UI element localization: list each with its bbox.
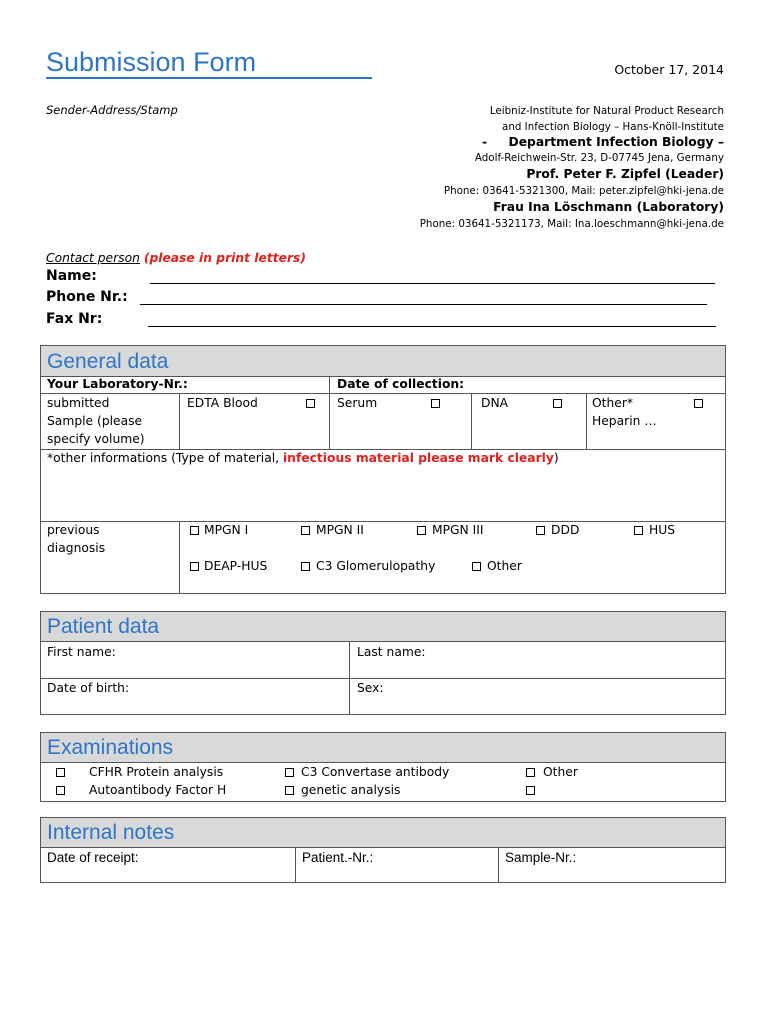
examinations-heading: Examinations (41, 733, 725, 763)
exam-genetic-analysis: genetic analysis (301, 783, 401, 797)
infectious-warning: infectious material please mark clearly (282, 451, 554, 465)
sample-label-line-3: specify volume) (47, 432, 145, 446)
sender-address-label: Sender-Address/Stamp (46, 103, 178, 117)
divider (41, 521, 725, 522)
diagnosis-hus: HUS (649, 523, 676, 537)
option-other: Other* (592, 396, 634, 410)
divider (41, 449, 725, 450)
ddd-checkbox[interactable] (536, 526, 545, 535)
institute-line-1: Leibniz-Institute for Natural Product Research (489, 105, 724, 117)
fax-input-line[interactable] (148, 326, 716, 327)
divider (329, 377, 330, 449)
sample-label-line-1: submitted (47, 396, 110, 410)
deap-hus-checkbox[interactable] (190, 562, 199, 571)
name-input-line[interactable] (150, 283, 715, 284)
sex-label[interactable]: Sex: (357, 681, 384, 695)
diagnosis-deap-hus: DEAP-HUS (204, 559, 268, 573)
date-of-birth-label[interactable]: Date of birth: (47, 681, 130, 695)
divider (41, 393, 725, 394)
diagnosis-other: Other (487, 559, 522, 573)
mpgn-3-checkbox[interactable] (417, 526, 426, 535)
patient-nr-label[interactable]: Patient.-Nr.: (302, 850, 374, 865)
diagnosis-label-line-2: diagnosis (47, 541, 106, 555)
divider (179, 393, 180, 449)
exam-c3-convertase: C3 Convertase antibody (301, 765, 450, 779)
phone-input-line[interactable] (140, 304, 707, 305)
other-information-field[interactable] (45, 468, 721, 518)
diagnosis-ddd: DDD (551, 523, 580, 537)
institute-address: Adolf-Reichwein-Str. 23, D-07745 Jena, Germany (474, 152, 724, 164)
institute-line-2: and Infection Biology – Hans-Knöll-Institute (502, 121, 724, 133)
exam-cfhr-protein: CFHR Protein analysis (89, 765, 224, 779)
option-heparin: Heparin … (592, 414, 657, 428)
contact-person-heading (46, 251, 306, 265)
other-info-close: ) (553, 451, 559, 465)
c3-glomerulopathy-checkbox[interactable] (301, 562, 310, 571)
other-information-label (47, 451, 559, 465)
mpgn-1-checkbox[interactable] (190, 526, 199, 535)
last-name-label[interactable]: Last name: (357, 645, 426, 659)
c3-convertase-checkbox[interactable] (285, 768, 294, 777)
leader-name: Prof. Peter F. Zipfel (Leader) (526, 167, 724, 181)
phone-label: Phone Nr.: (46, 289, 128, 305)
other-sample-checkbox[interactable] (694, 399, 703, 408)
option-edta-blood: EDTA Blood (187, 396, 258, 410)
contact-person-label: Contact person (46, 251, 140, 265)
diagnosis-c3-glomerulopathy: C3 Glomerulopathy (316, 559, 436, 573)
date-collection-label: Date of collection: (337, 377, 465, 391)
diagnosis-label-line-1: previous (47, 523, 100, 537)
extra-exam-checkbox[interactable] (526, 786, 535, 795)
option-serum: Serum (337, 396, 378, 410)
hus-checkbox[interactable] (634, 526, 643, 535)
genetic-analysis-checkbox[interactable] (285, 786, 294, 795)
leader-contact: Phone: 03641-5321300, Mail: peter.zipfel@hki-jena.de (443, 185, 724, 197)
first-name-label[interactable]: First name: (47, 645, 116, 659)
serum-checkbox[interactable] (431, 399, 440, 408)
other-info-text: *other informations (Type of material, (47, 451, 283, 465)
fax-label: Fax Nr: (46, 311, 103, 327)
divider (295, 848, 296, 883)
internal-notes-heading: Internal notes (41, 818, 725, 848)
patient-data-heading: Patient data (41, 612, 725, 642)
diagnosis-mpgn-3: MPGN III (432, 523, 484, 537)
examinations-section (40, 732, 726, 802)
divider (41, 678, 725, 679)
autoantibody-factor-h-checkbox[interactable] (56, 786, 65, 795)
mpgn-2-checkbox[interactable] (301, 526, 310, 535)
cfhr-protein-checkbox[interactable] (56, 768, 65, 777)
form-title: Submission Form (46, 47, 257, 77)
divider (586, 393, 587, 449)
title-underline (46, 77, 372, 79)
lab-contact-details: Phone: 03641-5321173, Mail: Ina.loeschmann@hki-jena.de (419, 218, 724, 230)
diagnosis-mpgn-1: MPGN I (204, 523, 249, 537)
form-date: October 17, 2014 (614, 62, 724, 77)
general-data-heading: General data (41, 346, 725, 377)
diagnosis-mpgn-2: MPGN II (316, 523, 364, 537)
exam-autoantibody-factor-h: Autoantibody Factor H (89, 783, 227, 797)
divider (471, 393, 472, 449)
general-data-section (40, 345, 726, 594)
name-label: Name: (46, 268, 97, 284)
exam-other: Other (543, 765, 578, 779)
other-exam-checkbox[interactable] (526, 768, 535, 777)
internal-notes-section (40, 817, 726, 883)
lab-nr-label: Your Laboratory-Nr.: (47, 377, 188, 391)
option-dna: DNA (481, 396, 509, 410)
dna-checkbox[interactable] (553, 399, 562, 408)
date-of-receipt-label[interactable]: Date of receipt: (47, 850, 139, 865)
lab-contact-name: Frau Ina Löschmann (Laboratory) (493, 200, 724, 214)
sample-nr-label[interactable]: Sample-Nr.: (505, 850, 577, 865)
divider (498, 848, 499, 883)
edta-blood-checkbox[interactable] (306, 399, 315, 408)
department-name: - Department Infection Biology – (482, 135, 724, 149)
divider (179, 521, 180, 594)
sample-label-line-2: Sample (please (47, 414, 143, 428)
patient-data-section (40, 611, 726, 715)
other-diagnosis-checkbox[interactable] (472, 562, 481, 571)
contact-person-note: (please in print letters) (143, 251, 306, 265)
